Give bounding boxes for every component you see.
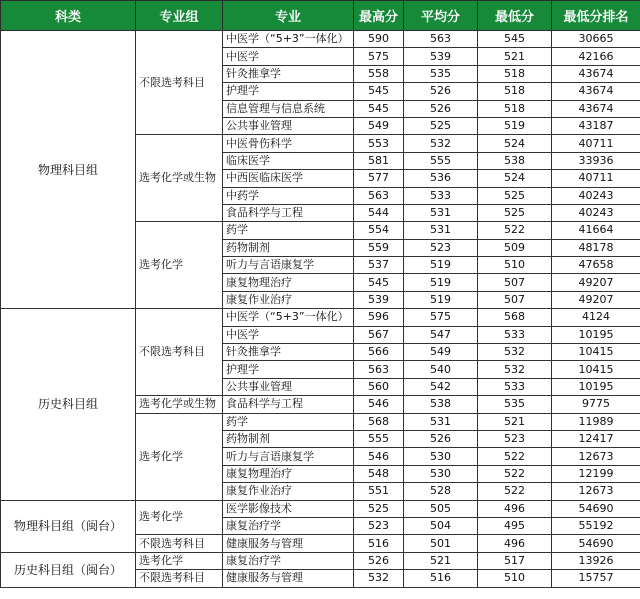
- max-score-cell: 567: [354, 326, 404, 343]
- group-cell: 不限选考科目: [136, 309, 223, 396]
- max-score-cell: 548: [354, 465, 404, 482]
- major-cell: 针灸推拿学: [223, 344, 354, 361]
- table-row: [1, 309, 640, 326]
- min-rank-cell: 43187: [552, 117, 640, 134]
- avg-score-cell: 532: [404, 135, 478, 152]
- min-score-cell: 496: [478, 535, 552, 552]
- major-cell: 信息管理与信息系统: [223, 100, 354, 117]
- min-rank-cell: 11989: [552, 413, 640, 430]
- header-min-score: 最低分: [478, 1, 552, 31]
- avg-score-cell: 505: [404, 500, 478, 517]
- min-score-cell: 525: [478, 204, 552, 221]
- major-cell: 康复物理治疗: [223, 465, 354, 482]
- min-rank-cell: 40243: [552, 187, 640, 204]
- min-score-cell: 535: [478, 396, 552, 413]
- major-cell: 中医学（“5+3”一体化）: [223, 309, 354, 326]
- table-row: [1, 500, 640, 517]
- avg-score-cell: 535: [404, 65, 478, 82]
- major-cell: 健康服务与管理: [223, 570, 354, 587]
- min-rank-cell: 4124: [552, 309, 640, 326]
- min-score-cell: 517: [478, 552, 552, 569]
- min-rank-cell: 12673: [552, 483, 640, 500]
- group-cell: 选考化学: [136, 552, 223, 569]
- max-score-cell: 560: [354, 378, 404, 395]
- major-cell: 康复治疗学: [223, 517, 354, 534]
- avg-score-cell: 533: [404, 187, 478, 204]
- major-cell: 中医骨伤科学: [223, 135, 354, 152]
- major-cell: 中医学: [223, 48, 354, 65]
- avg-score-cell: 523: [404, 239, 478, 256]
- min-score-cell: 518: [478, 83, 552, 100]
- min-score-cell: 496: [478, 500, 552, 517]
- max-score-cell: 526: [354, 552, 404, 569]
- major-cell: 药学: [223, 222, 354, 239]
- group-cell: 不限选考科目: [136, 31, 223, 135]
- major-cell: 听力与言语康复学: [223, 448, 354, 465]
- avg-score-cell: 575: [404, 309, 478, 326]
- major-cell: 康复作业治疗: [223, 483, 354, 500]
- major-cell: 食品科学与工程: [223, 204, 354, 221]
- group-cell: 不限选考科目: [136, 570, 223, 587]
- avg-score-cell: 516: [404, 570, 478, 587]
- min-score-cell: 507: [478, 274, 552, 291]
- max-score-cell: 568: [354, 413, 404, 430]
- min-rank-cell: 12417: [552, 430, 640, 447]
- min-score-cell: 495: [478, 517, 552, 534]
- min-rank-cell: 33936: [552, 152, 640, 169]
- avg-score-cell: 526: [404, 430, 478, 447]
- max-score-cell: 532: [354, 570, 404, 587]
- table-row: [1, 31, 640, 48]
- group-cell: 选考化学或生物: [136, 396, 223, 413]
- max-score-cell: 563: [354, 187, 404, 204]
- major-cell: 公共事业管理: [223, 117, 354, 134]
- avg-score-cell: 539: [404, 48, 478, 65]
- avg-score-cell: 519: [404, 257, 478, 274]
- avg-score-cell: 521: [404, 552, 478, 569]
- min-score-cell: 533: [478, 378, 552, 395]
- avg-score-cell: 504: [404, 517, 478, 534]
- min-rank-cell: 55192: [552, 517, 640, 534]
- min-score-cell: 518: [478, 65, 552, 82]
- major-cell: 药物制剂: [223, 239, 354, 256]
- major-cell: 中医学（“5+3”一体化）: [223, 31, 354, 48]
- major-cell: 康复物理治疗: [223, 274, 354, 291]
- max-score-cell: 553: [354, 135, 404, 152]
- min-rank-cell: 10195: [552, 378, 640, 395]
- avg-score-cell: 519: [404, 291, 478, 308]
- major-cell: 医学影像技术: [223, 500, 354, 517]
- min-score-cell: 538: [478, 152, 552, 169]
- min-rank-cell: 10415: [552, 344, 640, 361]
- avg-score-cell: 538: [404, 396, 478, 413]
- max-score-cell: 545: [354, 274, 404, 291]
- group-cell: 选考化学: [136, 413, 223, 500]
- max-score-cell: 549: [354, 117, 404, 134]
- min-score-cell: 524: [478, 135, 552, 152]
- min-score-cell: 545: [478, 31, 552, 48]
- min-rank-cell: 13926: [552, 552, 640, 569]
- major-cell: 药物制剂: [223, 430, 354, 447]
- major-cell: 临床医学: [223, 152, 354, 169]
- avg-score-cell: 536: [404, 170, 478, 187]
- header-group: 专业组: [136, 1, 223, 31]
- min-score-cell: 509: [478, 239, 552, 256]
- max-score-cell: 545: [354, 100, 404, 117]
- max-score-cell: 516: [354, 535, 404, 552]
- min-score-cell: 568: [478, 309, 552, 326]
- min-score-cell: 532: [478, 344, 552, 361]
- max-score-cell: 546: [354, 396, 404, 413]
- avg-score-cell: 519: [404, 274, 478, 291]
- max-score-cell: 546: [354, 448, 404, 465]
- header-category: 科类: [1, 1, 136, 31]
- min-rank-cell: 41664: [552, 222, 640, 239]
- header-min-rank: 最低分排名: [552, 1, 640, 31]
- max-score-cell: 551: [354, 483, 404, 500]
- max-score-cell: 539: [354, 291, 404, 308]
- avg-score-cell: 563: [404, 31, 478, 48]
- avg-score-cell: 540: [404, 361, 478, 378]
- min-rank-cell: 49207: [552, 291, 640, 308]
- min-rank-cell: 54690: [552, 500, 640, 517]
- group-cell: 选考化学: [136, 222, 223, 309]
- min-rank-cell: 12199: [552, 465, 640, 482]
- table-body: [1, 31, 640, 588]
- min-score-cell: 532: [478, 361, 552, 378]
- header-max-score: 最高分: [354, 1, 404, 31]
- min-score-cell: 522: [478, 222, 552, 239]
- max-score-cell: 554: [354, 222, 404, 239]
- avg-score-cell: 531: [404, 222, 478, 239]
- min-score-cell: 523: [478, 430, 552, 447]
- group-cell: 选考化学或生物: [136, 135, 223, 222]
- max-score-cell: 544: [354, 204, 404, 221]
- max-score-cell: 563: [354, 361, 404, 378]
- min-rank-cell: 10415: [552, 361, 640, 378]
- max-score-cell: 575: [354, 48, 404, 65]
- table-row: [1, 552, 640, 569]
- avg-score-cell: 531: [404, 204, 478, 221]
- category-cell: 历史科目组（闽台）: [1, 552, 136, 587]
- min-rank-cell: 43674: [552, 65, 640, 82]
- min-rank-cell: 40711: [552, 170, 640, 187]
- avg-score-cell: 547: [404, 326, 478, 343]
- min-score-cell: 522: [478, 465, 552, 482]
- max-score-cell: 559: [354, 239, 404, 256]
- major-cell: 护理学: [223, 361, 354, 378]
- group-cell: 选考化学: [136, 500, 223, 535]
- avg-score-cell: 530: [404, 465, 478, 482]
- min-score-cell: 510: [478, 570, 552, 587]
- max-score-cell: 537: [354, 257, 404, 274]
- min-rank-cell: 40243: [552, 204, 640, 221]
- max-score-cell: 566: [354, 344, 404, 361]
- max-score-cell: 558: [354, 65, 404, 82]
- min-score-cell: 518: [478, 100, 552, 117]
- major-cell: 康复治疗学: [223, 552, 354, 569]
- min-score-cell: 522: [478, 483, 552, 500]
- min-score-cell: 522: [478, 448, 552, 465]
- min-score-cell: 533: [478, 326, 552, 343]
- category-cell: 历史科目组: [1, 309, 136, 500]
- avg-score-cell: 542: [404, 378, 478, 395]
- major-cell: 中医学: [223, 326, 354, 343]
- avg-score-cell: 525: [404, 117, 478, 134]
- min-rank-cell: 43674: [552, 83, 640, 100]
- min-rank-cell: 30665: [552, 31, 640, 48]
- major-cell: 食品科学与工程: [223, 396, 354, 413]
- category-cell: 物理科目组: [1, 31, 136, 309]
- min-rank-cell: 40711: [552, 135, 640, 152]
- min-rank-cell: 15757: [552, 570, 640, 587]
- major-cell: 中药学: [223, 187, 354, 204]
- min-rank-cell: 10195: [552, 326, 640, 343]
- min-score-cell: 521: [478, 413, 552, 430]
- min-rank-cell: 9775: [552, 396, 640, 413]
- min-rank-cell: 49207: [552, 274, 640, 291]
- major-cell: 针灸推拿学: [223, 65, 354, 82]
- max-score-cell: 545: [354, 83, 404, 100]
- min-score-cell: 521: [478, 48, 552, 65]
- major-cell: 公共事业管理: [223, 378, 354, 395]
- min-score-cell: 525: [478, 187, 552, 204]
- min-score-cell: 507: [478, 291, 552, 308]
- major-cell: 中西医临床医学: [223, 170, 354, 187]
- header-major: 专业: [223, 1, 354, 31]
- min-rank-cell: 43674: [552, 100, 640, 117]
- min-score-cell: 519: [478, 117, 552, 134]
- min-rank-cell: 42166: [552, 48, 640, 65]
- avg-score-cell: 530: [404, 448, 478, 465]
- avg-score-cell: 549: [404, 344, 478, 361]
- min-score-cell: 524: [478, 170, 552, 187]
- max-score-cell: 581: [354, 152, 404, 169]
- category-cell: 物理科目组（闽台）: [1, 500, 136, 552]
- min-rank-cell: 54690: [552, 535, 640, 552]
- header-avg-score: 平均分: [404, 1, 478, 31]
- min-score-cell: 510: [478, 257, 552, 274]
- avg-score-cell: 526: [404, 100, 478, 117]
- min-rank-cell: 12673: [552, 448, 640, 465]
- max-score-cell: 555: [354, 430, 404, 447]
- avg-score-cell: 531: [404, 413, 478, 430]
- max-score-cell: 525: [354, 500, 404, 517]
- header-row: [1, 1, 640, 31]
- avg-score-cell: 528: [404, 483, 478, 500]
- max-score-cell: 596: [354, 309, 404, 326]
- major-cell: 护理学: [223, 83, 354, 100]
- major-cell: 康复作业治疗: [223, 291, 354, 308]
- major-cell: 药学: [223, 413, 354, 430]
- major-cell: 听力与言语康复学: [223, 257, 354, 274]
- max-score-cell: 523: [354, 517, 404, 534]
- avg-score-cell: 555: [404, 152, 478, 169]
- min-rank-cell: 48178: [552, 239, 640, 256]
- min-rank-cell: 47658: [552, 257, 640, 274]
- max-score-cell: 590: [354, 31, 404, 48]
- group-cell: 不限选考科目: [136, 535, 223, 552]
- max-score-cell: 577: [354, 170, 404, 187]
- major-cell: 健康服务与管理: [223, 535, 354, 552]
- avg-score-cell: 526: [404, 83, 478, 100]
- avg-score-cell: 501: [404, 535, 478, 552]
